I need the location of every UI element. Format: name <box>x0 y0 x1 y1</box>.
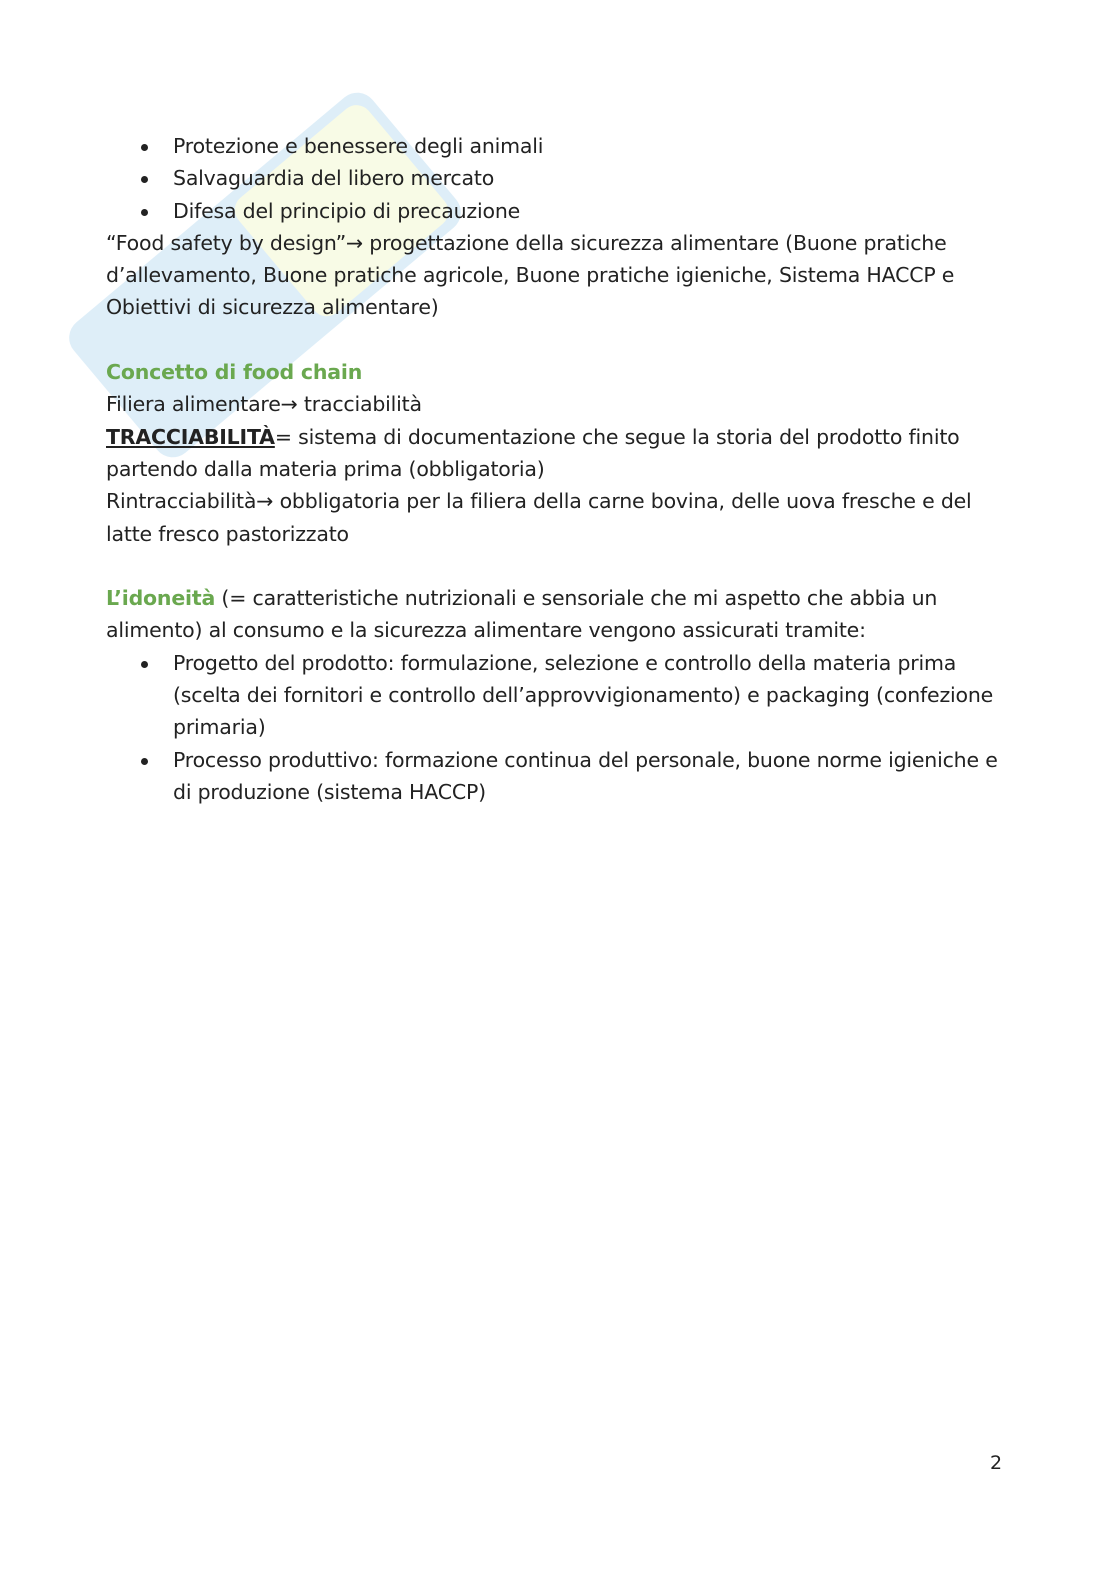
food-safety-label: “Food safety by design” <box>106 230 346 255</box>
bullet-list-idoneita <box>106 647 1006 808</box>
arrow-icon: → <box>256 489 274 514</box>
filiera-text: tracciabilità <box>297 392 422 417</box>
list-item: Salvaguardia del libero mercato <box>106 162 1006 194</box>
idoneita-text: (= caratteristiche nutrizionali e sensoriale che mi aspetto che abbia un alimento) al consumo e la sicurezza alimentare vengono assicurati tramite: <box>106 586 938 643</box>
section-heading-food-chain: Concetto di food chain <box>106 360 363 385</box>
filiera-label: Filiera alimentare <box>106 392 281 417</box>
list-item: Difesa del principio di precauzione <box>106 195 1006 227</box>
tracciabilita-definition <box>106 421 1006 486</box>
page-number: 2 <box>990 1452 1003 1474</box>
idoneita-paragraph <box>106 582 1006 647</box>
tracciabilita-text: = sistema di documentazione che segue la storia del prodotto finito partendo dalla materia prima (obbligatoria) <box>106 424 960 481</box>
document-page <box>106 130 1006 808</box>
food-safety-paragraph <box>106 227 1006 324</box>
idoneita-term: L’idoneità <box>106 586 216 611</box>
food-safety-text: progettazione della sicurezza alimentare (Buone pratiche d’allevamento, Buone pratiche agricole, Buone pratiche igieniche, Sistema HACCP e Obiettivi di sicurezza alimentare) <box>106 230 955 320</box>
list-item: Processo produttivo: formazione continua del personale, buone norme igieniche e di produzione (sistema HACCP) <box>106 744 1006 809</box>
filiera-line <box>106 388 1006 420</box>
bullet-list-principles <box>106 130 1006 227</box>
list-item: Progetto del prodotto: formulazione, selezione e controllo della materia prima (scelta dei fornitori e controllo dell’approvvigionamento) e packaging (confezione primaria) <box>106 647 1006 744</box>
arrow-icon: → <box>346 230 363 255</box>
list-item: Protezione e benessere degli animali <box>106 130 1006 162</box>
tracciabilita-term: TRACCIABILITÀ <box>106 424 275 449</box>
rintracciabilita-text: obbligatoria per la filiera della carne bovina, delle uova fresche e del latte fresco pastorizzato <box>106 489 972 546</box>
arrow-icon: → <box>280 392 298 417</box>
rintracciabilita-label: Rintracciabilità <box>106 489 257 514</box>
rintracciabilita-line <box>106 485 1006 550</box>
